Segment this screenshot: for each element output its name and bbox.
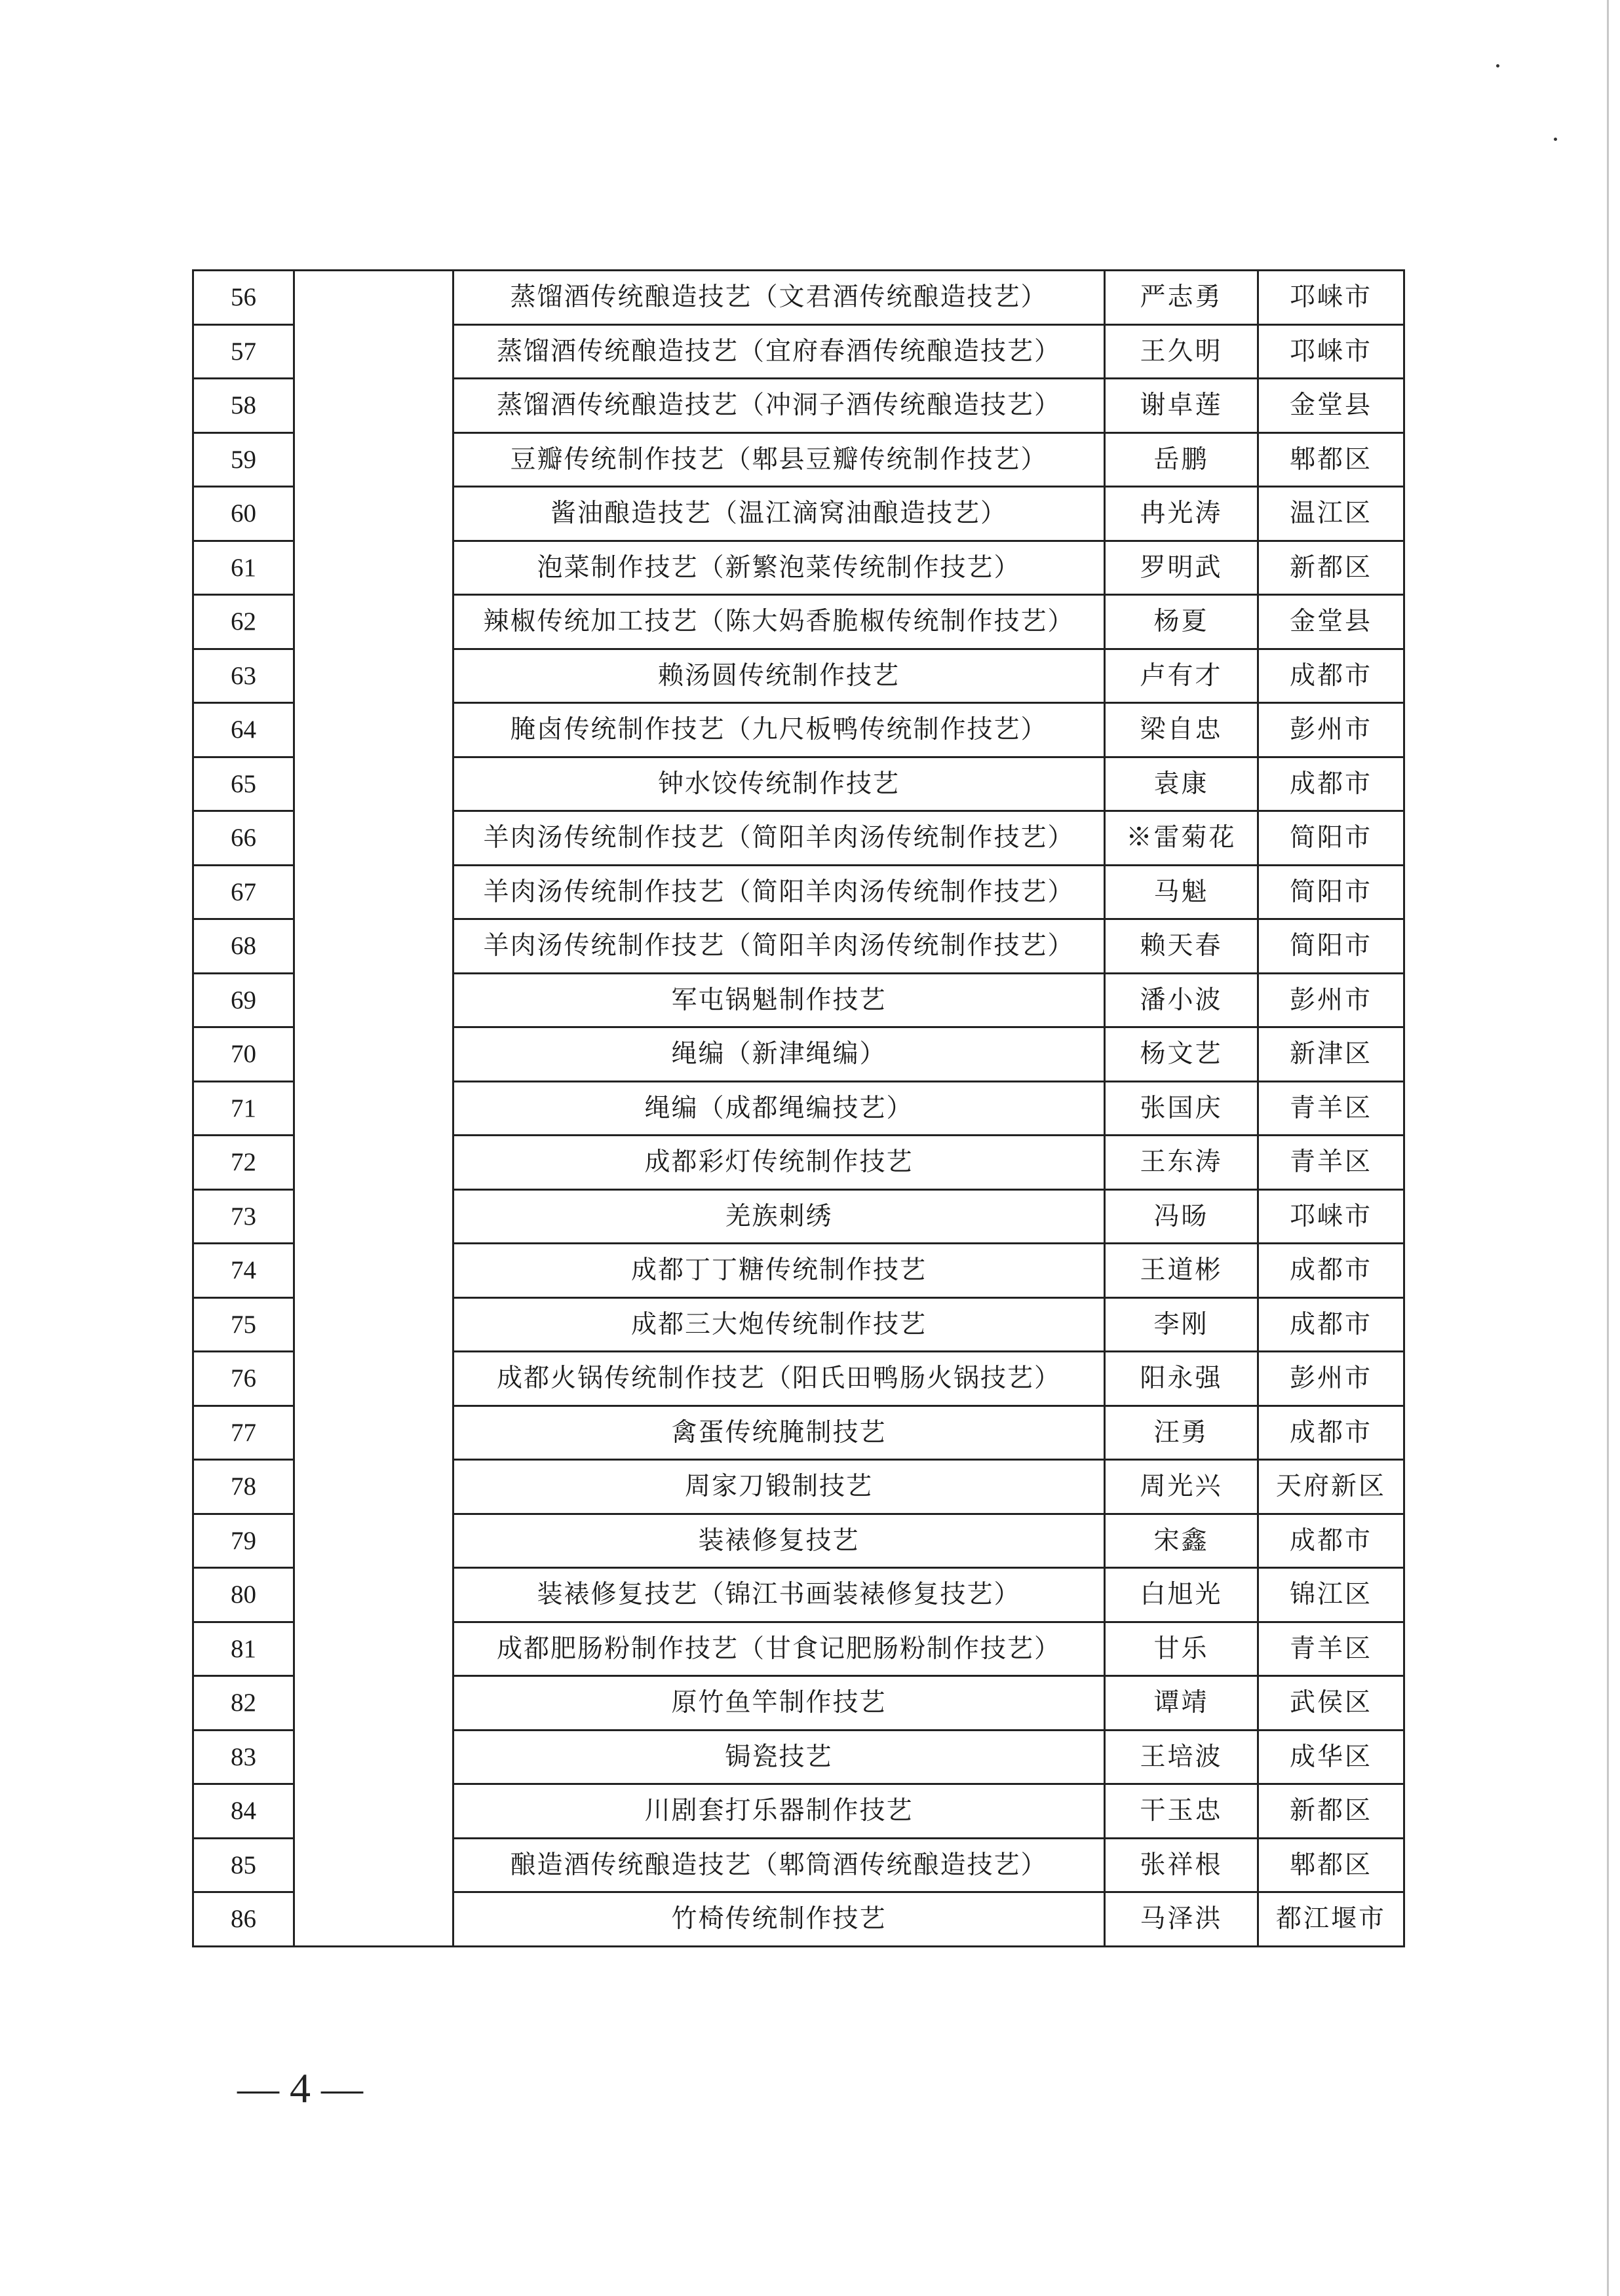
district-name: 邛崃市 [1258, 1189, 1404, 1244]
project-name: 羊肉汤传统制作技艺（简阳羊肉汤传统制作技艺） [453, 811, 1105, 866]
district-name: 成都市 [1258, 1244, 1404, 1298]
inheritor-name: 李刚 [1105, 1297, 1258, 1352]
district-name: 新津区 [1258, 1027, 1404, 1082]
inheritor-name: 马泽洪 [1105, 1892, 1258, 1947]
district-name: 邛崃市 [1258, 324, 1404, 379]
project-name: 羌族刺绣 [453, 1189, 1105, 1244]
district-name: 武侯区 [1258, 1676, 1404, 1731]
inheritor-name: 杨文艺 [1105, 1027, 1258, 1082]
inheritor-name: 岳鹏 [1105, 432, 1258, 487]
project-name: 军屯锅魁制作技艺 [453, 973, 1105, 1027]
project-name: 成都丁丁糖传统制作技艺 [453, 1244, 1105, 1298]
district-name: 郫都区 [1258, 1838, 1404, 1892]
project-name: 成都火锅传统制作技艺（阳氏田鸭肠火锅技艺） [453, 1352, 1105, 1406]
inheritor-name: 袁康 [1105, 757, 1258, 811]
row-number: 75 [193, 1297, 294, 1352]
district-name: 新都区 [1258, 541, 1404, 595]
row-number: 71 [193, 1081, 294, 1136]
district-name: 金堂县 [1258, 595, 1404, 649]
district-name: 简阳市 [1258, 811, 1404, 866]
row-number: 83 [193, 1730, 294, 1784]
inheritor-name: 梁自忠 [1105, 703, 1258, 757]
row-number: 68 [193, 919, 294, 974]
row-number: 63 [193, 649, 294, 703]
project-name: 锔瓷技艺 [453, 1730, 1105, 1784]
project-name: 绳编（成都绳编技艺） [453, 1081, 1105, 1136]
inheritor-name: 王培波 [1105, 1730, 1258, 1784]
district-name: 彭州市 [1258, 703, 1404, 757]
row-number: 82 [193, 1676, 294, 1731]
project-name: 酿造酒传统酿造技艺（郫筒酒传统酿造技艺） [453, 1838, 1105, 1892]
row-number: 81 [193, 1622, 294, 1676]
project-name: 蒸馏酒传统酿造技艺（冲洞子酒传统酿造技艺） [453, 379, 1105, 433]
scan-speck [1496, 64, 1499, 67]
inheritor-name: 甘乐 [1105, 1622, 1258, 1676]
inheritor-name: 谢卓莲 [1105, 379, 1258, 433]
project-name: 辣椒传统加工技艺（陈大妈香脆椒传统制作技艺） [453, 595, 1105, 649]
row-number: 65 [193, 757, 294, 811]
project-name: 蒸馏酒传统酿造技艺（文君酒传统酿造技艺） [453, 271, 1105, 325]
row-number: 56 [193, 271, 294, 325]
inheritor-name: 王久明 [1105, 324, 1258, 379]
inheritor-name: 宋鑫 [1105, 1514, 1258, 1568]
inheritor-name: 赖天春 [1105, 919, 1258, 974]
inheritor-name: 白旭光 [1105, 1568, 1258, 1622]
inheritor-name: 王道彬 [1105, 1244, 1258, 1298]
project-name: 装裱修复技艺（锦江书画装裱修复技艺） [453, 1568, 1105, 1622]
district-name: 成都市 [1258, 1406, 1404, 1460]
inheritor-name: ※雷菊花 [1105, 811, 1258, 866]
row-number: 76 [193, 1352, 294, 1406]
inheritor-name: 汪勇 [1105, 1406, 1258, 1460]
district-name: 天府新区 [1258, 1460, 1404, 1514]
inheritor-name: 潘小波 [1105, 973, 1258, 1027]
inheritor-name: 谭靖 [1105, 1676, 1258, 1731]
row-number: 80 [193, 1568, 294, 1622]
row-number: 70 [193, 1027, 294, 1082]
row-number: 59 [193, 432, 294, 487]
district-name: 青羊区 [1258, 1136, 1404, 1190]
district-name: 成都市 [1258, 757, 1404, 811]
project-name: 羊肉汤传统制作技艺（简阳羊肉汤传统制作技艺） [453, 865, 1105, 919]
row-number: 66 [193, 811, 294, 866]
row-number: 69 [193, 973, 294, 1027]
project-name: 赖汤圆传统制作技艺 [453, 649, 1105, 703]
project-name: 绳编（新津绳编） [453, 1027, 1105, 1082]
district-name: 青羊区 [1258, 1081, 1404, 1136]
row-number: 57 [193, 324, 294, 379]
inheritor-name: 张国庆 [1105, 1081, 1258, 1136]
row-number: 86 [193, 1892, 294, 1947]
inheritor-name: 卢有才 [1105, 649, 1258, 703]
inheritor-name: 冉光涛 [1105, 487, 1258, 541]
row-number: 58 [193, 379, 294, 433]
district-name: 简阳市 [1258, 919, 1404, 974]
project-name: 成都肥肠粉制作技艺（甘食记肥肠粉制作技艺） [453, 1622, 1105, 1676]
inheritor-name: 罗明武 [1105, 541, 1258, 595]
row-number: 62 [193, 595, 294, 649]
inheritor-name: 严志勇 [1105, 271, 1258, 325]
district-name: 都江堰市 [1258, 1892, 1404, 1947]
district-name: 新都区 [1258, 1784, 1404, 1839]
inheritor-name: 马魁 [1105, 865, 1258, 919]
project-name: 腌卤传统制作技艺（九尺板鸭传统制作技艺） [453, 703, 1105, 757]
district-name: 成都市 [1258, 1514, 1404, 1568]
inheritor-name: 王东涛 [1105, 1136, 1258, 1190]
district-name: 彭州市 [1258, 973, 1404, 1027]
row-number: 61 [193, 541, 294, 595]
district-name: 锦江区 [1258, 1568, 1404, 1622]
project-name: 禽蛋传统腌制技艺 [453, 1406, 1105, 1460]
project-name: 周家刀锻制技艺 [453, 1460, 1105, 1514]
row-number: 85 [193, 1838, 294, 1892]
inheritor-name: 周光兴 [1105, 1460, 1258, 1514]
heritage-inheritors-table [192, 269, 1405, 1947]
project-name: 川剧套打乐器制作技艺 [453, 1784, 1105, 1839]
project-name: 成都彩灯传统制作技艺 [453, 1136, 1105, 1190]
row-number: 60 [193, 487, 294, 541]
table-row [193, 271, 1404, 325]
district-name: 彭州市 [1258, 1352, 1404, 1406]
scan-speck [1554, 138, 1557, 141]
row-number: 77 [193, 1406, 294, 1460]
inheritor-name: 杨夏 [1105, 595, 1258, 649]
inheritor-name: 阳永强 [1105, 1352, 1258, 1406]
project-name: 蒸馏酒传统酿造技艺（宜府春酒传统酿造技艺） [453, 324, 1105, 379]
district-name: 青羊区 [1258, 1622, 1404, 1676]
project-name: 竹椅传统制作技艺 [453, 1892, 1105, 1947]
row-number: 72 [193, 1136, 294, 1190]
category-cell [294, 271, 453, 1947]
district-name: 成都市 [1258, 649, 1404, 703]
row-number: 78 [193, 1460, 294, 1514]
inheritor-name: 冯旸 [1105, 1189, 1258, 1244]
inheritor-name: 张祥根 [1105, 1838, 1258, 1892]
row-number: 73 [193, 1189, 294, 1244]
district-name: 温江区 [1258, 487, 1404, 541]
scan-edge-line [1607, 0, 1609, 2296]
district-name: 成华区 [1258, 1730, 1404, 1784]
table-body [193, 271, 1404, 1947]
inheritor-name: 干玉忠 [1105, 1784, 1258, 1839]
project-name: 成都三大炮传统制作技艺 [453, 1297, 1105, 1352]
row-number: 79 [193, 1514, 294, 1568]
project-name: 羊肉汤传统制作技艺（简阳羊肉汤传统制作技艺） [453, 919, 1105, 974]
page-number: — 4 — [237, 2065, 363, 2111]
row-number: 74 [193, 1244, 294, 1298]
project-name: 豆瓣传统制作技艺（郫县豆瓣传统制作技艺） [453, 432, 1105, 487]
row-number: 67 [193, 865, 294, 919]
district-name: 金堂县 [1258, 379, 1404, 433]
district-name: 成都市 [1258, 1297, 1404, 1352]
project-name: 钟水饺传统制作技艺 [453, 757, 1105, 811]
row-number: 84 [193, 1784, 294, 1839]
project-name: 装裱修复技艺 [453, 1514, 1105, 1568]
district-name: 郫都区 [1258, 432, 1404, 487]
row-number: 64 [193, 703, 294, 757]
district-name: 邛崃市 [1258, 271, 1404, 325]
project-name: 酱油酿造技艺（温江滴窝油酿造技艺） [453, 487, 1105, 541]
project-name: 原竹鱼竿制作技艺 [453, 1676, 1105, 1731]
district-name: 简阳市 [1258, 865, 1404, 919]
project-name: 泡菜制作技艺（新繁泡菜传统制作技艺） [453, 541, 1105, 595]
